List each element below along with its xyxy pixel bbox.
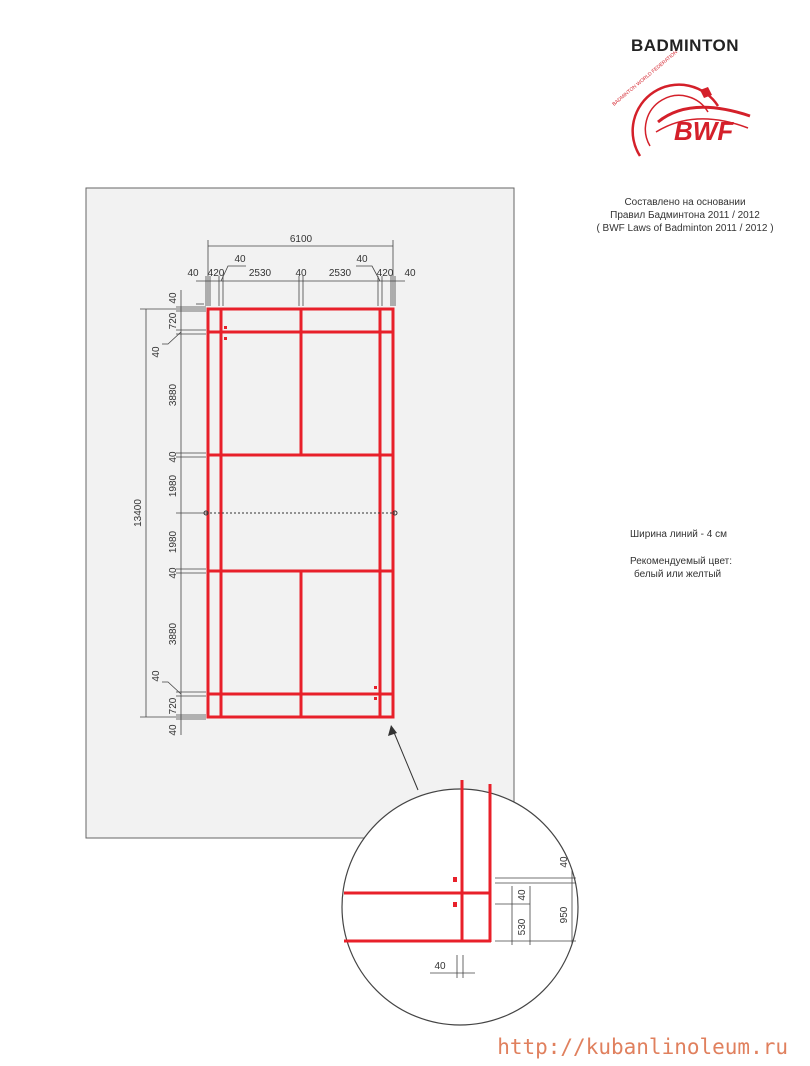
dim-top-outer-left: 40: [187, 268, 199, 279]
dim-detail-530: 530: [517, 918, 528, 936]
dim-short-service-bottom: 1980: [168, 530, 179, 554]
dim-line-top: 40: [151, 346, 162, 358]
detail-tick-top: [453, 877, 457, 882]
dim-line-bottom: 40: [151, 670, 162, 682]
dim-top-inner-left: 40: [234, 254, 246, 265]
dim-top-half-left: 2530: [248, 268, 272, 279]
source-line-1: Составлено на основании: [624, 197, 746, 208]
dim-top-half-right: 2530: [328, 268, 352, 279]
dim-total-width: 6100: [289, 234, 313, 245]
dim-service-area-top: 3880: [168, 383, 179, 407]
dim-short-line-top: 40: [168, 451, 179, 463]
dim-top-side-right: 420: [376, 268, 394, 279]
dim-long-service-bottom: 720: [168, 697, 179, 715]
detail-circle: [342, 789, 578, 1025]
page-title: BADMINTON: [630, 36, 740, 55]
dim-detail-40-bottom: 40: [434, 961, 446, 972]
logo-ring-text: BADMINTON WORLD FEDERATION: [611, 49, 679, 108]
dim-top-center: 40: [295, 268, 307, 279]
bwf-abbr: BWF: [674, 116, 734, 146]
dim-short-service-top: 1980: [168, 474, 179, 498]
dim-detail-40-mid: 40: [517, 889, 528, 901]
footer-url-link[interactable]: http://kubanlinoleum.ru: [497, 1035, 788, 1059]
dim-total-length: 13400: [133, 499, 144, 527]
dim-detail-40-top: 40: [559, 856, 570, 868]
dim-short-line-bottom: 40: [168, 567, 179, 579]
dim-top-outer-right: 40: [404, 268, 416, 279]
dim-top-side-left: 420: [207, 268, 225, 279]
dim-top-inner-right: 40: [356, 254, 368, 265]
color-value: белый или желтый: [634, 569, 722, 580]
dim-detail-950: 950: [559, 906, 570, 924]
color-label: Рекомендуемый цвет:: [630, 556, 733, 567]
detail-tick-bottom: [453, 902, 457, 907]
source-line-2: Правил Бадминтона 2011 / 2012: [610, 210, 760, 221]
dim-service-area-bottom: 3880: [168, 622, 179, 646]
dim-back-bottom: 40: [168, 724, 179, 736]
source-line-3: ( BWF Laws of Badminton 2011 / 2012 ): [596, 223, 774, 234]
dim-back-top: 40: [168, 292, 179, 304]
line-width-note: Ширина линий - 4 см: [630, 529, 727, 540]
dim-long-service-top: 720: [168, 312, 179, 330]
